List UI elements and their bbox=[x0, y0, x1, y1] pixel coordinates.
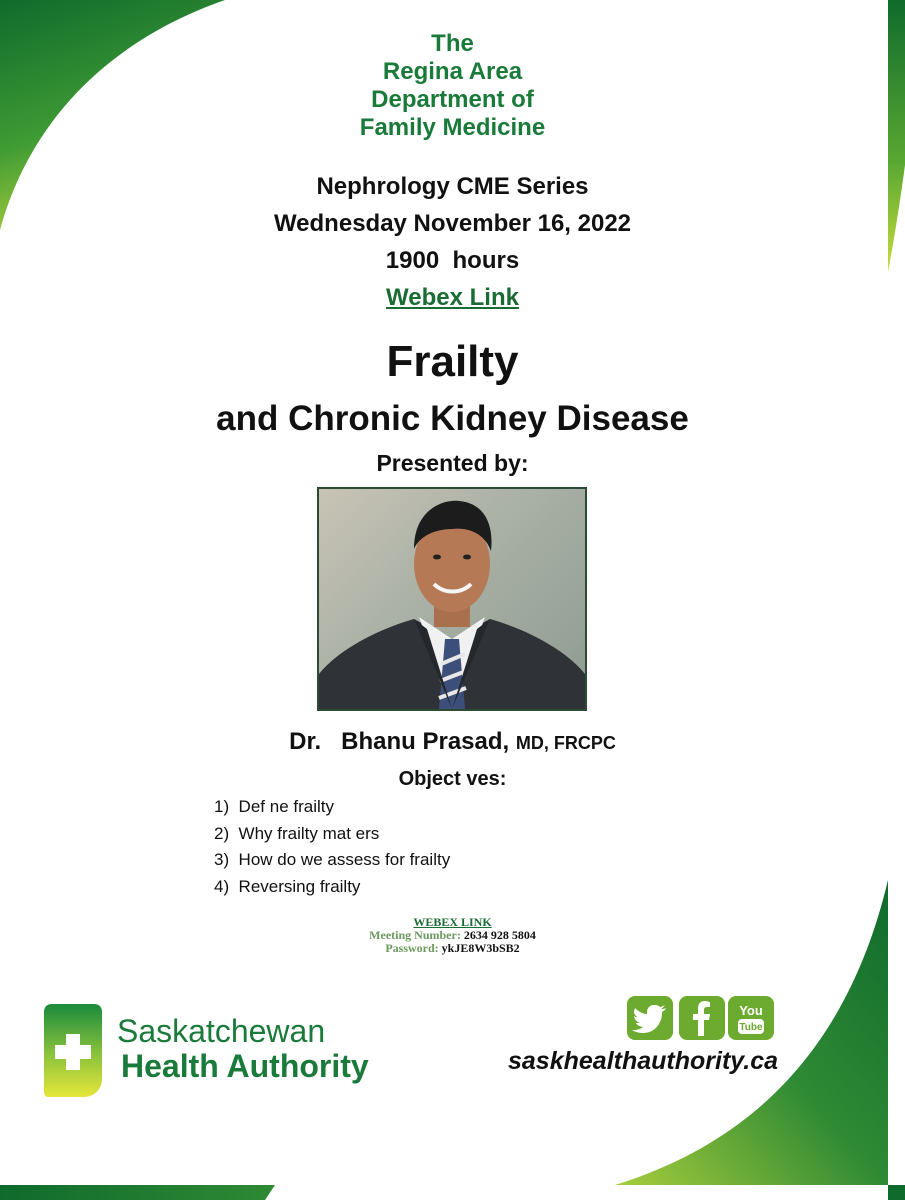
org-line-2: Regina Area bbox=[382, 58, 523, 85]
org-line-1: The bbox=[431, 30, 474, 57]
twitter-icon[interactable] bbox=[627, 996, 673, 1040]
org-line-3: Department of bbox=[371, 86, 534, 113]
meeting-password: ykJE8W3bSB2 bbox=[441, 941, 520, 955]
youtube-text-top: You bbox=[739, 1003, 763, 1018]
objective-item: 1) Def ne frailty bbox=[214, 797, 334, 816]
sha-name-line-2: Health Authority bbox=[121, 1048, 369, 1084]
speaker-photo bbox=[317, 487, 587, 711]
website-url[interactable]: saskhealthauthority.ca bbox=[508, 1047, 779, 1075]
speaker-portrait-illustration bbox=[319, 489, 585, 709]
event-date: Wednesday November 16, 2022 bbox=[273, 210, 632, 237]
webex-info bbox=[0, 916, 905, 955]
facebook-icon[interactable] bbox=[679, 996, 725, 1040]
presented-by-label: Presented by: bbox=[376, 450, 529, 476]
objective-item: 2) Why frailty mat ers bbox=[214, 823, 380, 843]
youtube-text-bottom: Tube bbox=[739, 1022, 763, 1033]
speaker-full-name: Dr. Bhanu Prasad, bbox=[289, 728, 510, 755]
speaker-credentials: MD, FRCPC bbox=[515, 733, 616, 753]
youtube-icon[interactable] bbox=[728, 996, 774, 1040]
objective-item: 3) How do we assess for frailty bbox=[214, 850, 451, 869]
event-time: 1900 hours bbox=[385, 247, 520, 274]
webex-link[interactable]: Webex Link bbox=[386, 284, 519, 311]
talk-title: Frailty bbox=[386, 337, 519, 386]
objectives-list bbox=[214, 794, 450, 900]
meeting-number-label: Meeting Number: bbox=[369, 928, 461, 942]
objectives-heading: Object ves: bbox=[398, 768, 507, 790]
event-details bbox=[0, 168, 905, 316]
org-line-4: Family Medicine bbox=[359, 114, 546, 141]
webex-info-link[interactable]: WEBEX LINK bbox=[413, 915, 492, 929]
event-series: Nephrology CME Series bbox=[316, 173, 589, 200]
meeting-number: 2634 928 5804 bbox=[463, 928, 536, 942]
password-label: Password: bbox=[385, 941, 439, 955]
speaker-name bbox=[0, 727, 905, 758]
objective-item: 4) Reversing frailty bbox=[214, 876, 361, 896]
organization-name bbox=[0, 30, 905, 142]
sha-name-line-1: Saskatchewan bbox=[117, 1013, 326, 1049]
talk-subtitle: and Chronic Kidney Disease bbox=[216, 399, 689, 438]
sha-logo-icon bbox=[44, 1004, 102, 1097]
